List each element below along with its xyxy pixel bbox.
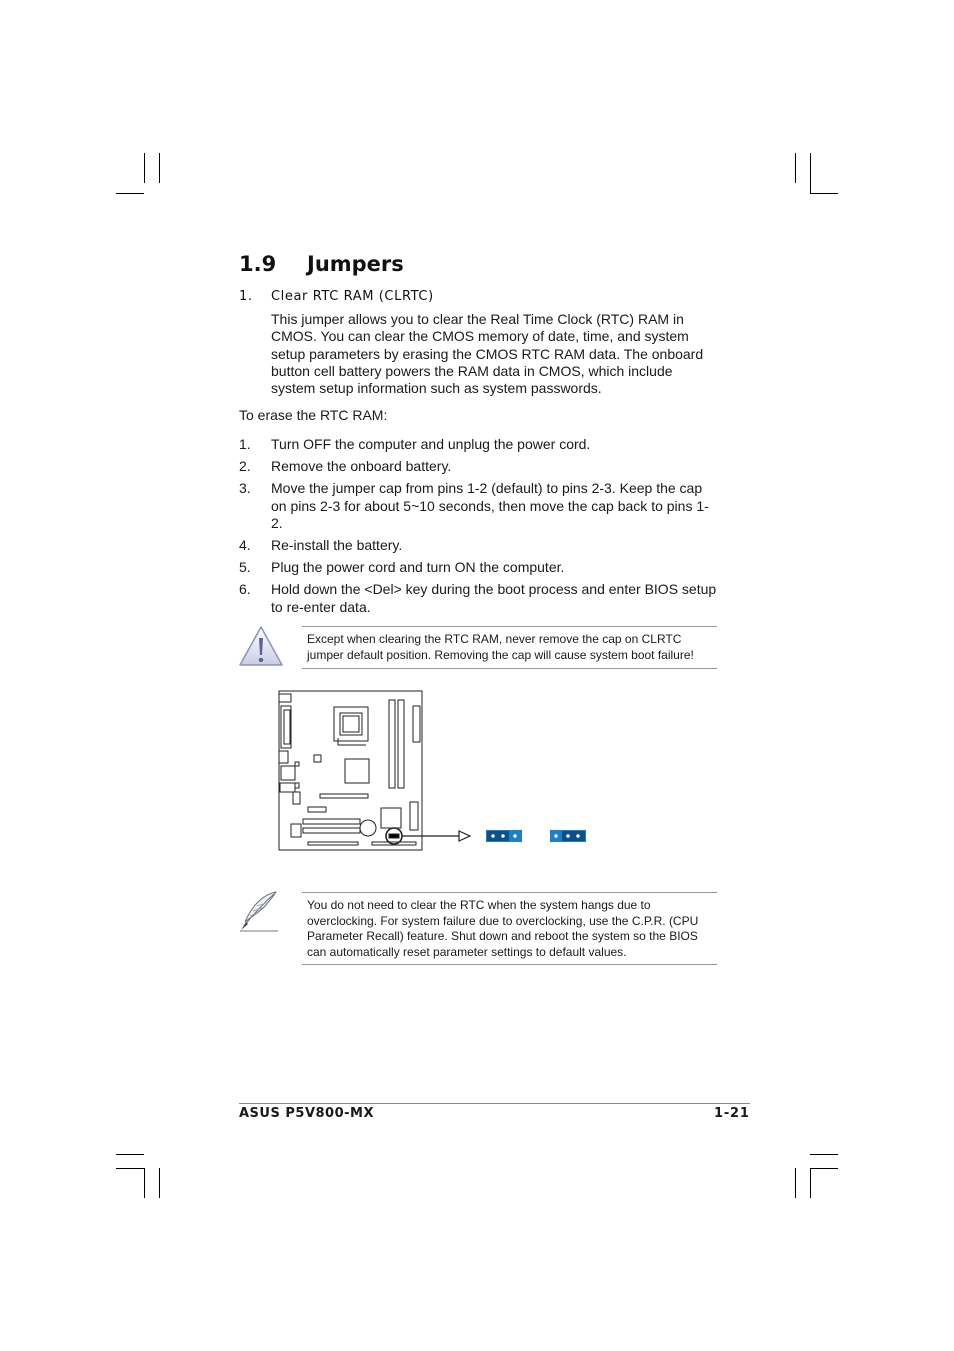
crop-mark	[144, 153, 145, 183]
crop-mark	[116, 1154, 144, 1155]
warning-triangle-icon	[238, 625, 284, 667]
crop-mark	[116, 193, 144, 194]
section-heading	[239, 252, 404, 276]
jumper-description: This jumper allows you to clear the Real Time Clock (RTC) RAM in CMOS. You can clear the CMOS memory of date, time, and system setup parameters by erasing the CMOS RTC RAM data. The onboard button cell battery powers the RAM data in CMOS, which include system setup information such as system passwords.	[271, 311, 704, 397]
crop-mark	[159, 1168, 160, 1198]
footer-product: ASUS P5V800-MX	[239, 1106, 374, 1121]
motherboard-layout-diagram	[276, 688, 596, 854]
warning-text: Except when clearing the RTC RAM, never remove the cap on CLRTC jumper default position. Removing the cap will cause system boot failure!	[307, 632, 694, 662]
clrtc-jumper-clear	[550, 830, 586, 842]
procedure-steps	[239, 436, 719, 621]
jumper-title: Clear RTC RAM (CLRTC)	[271, 289, 434, 304]
crop-mark	[810, 1168, 811, 1198]
crop-mark	[159, 153, 160, 183]
section-number: 1.9	[239, 252, 277, 276]
list-item: 1. Turn OFF the computer and unplug the power cord.	[239, 436, 591, 452]
feather-quill-icon	[238, 889, 280, 933]
jumper-number: 1.	[239, 289, 253, 304]
list-item: 6. Hold down the <Del> key during the boot process and enter BIOS setup to re-enter data.	[239, 581, 717, 615]
crop-mark	[116, 1168, 144, 1169]
crop-mark	[810, 193, 838, 194]
tip-note	[302, 892, 717, 965]
list-item: 3. Move the jumper cap from pins 1-2 (default) to pins 2-3. Keep the cap on pins 2-3 for about 5~10 seconds, then move the cap back to pins 1-2.	[239, 480, 709, 531]
clrtc-jumper-normal	[486, 830, 522, 842]
crop-mark	[810, 1168, 838, 1169]
crop-mark	[810, 153, 811, 193]
jumper-heading	[239, 289, 434, 304]
list-item: 4. Re-install the battery.	[239, 537, 403, 553]
crop-mark	[795, 153, 796, 183]
section-title: Jumpers	[307, 252, 404, 276]
procedure-intro: To erase the RTC RAM:	[239, 407, 388, 423]
crop-mark	[795, 1168, 796, 1198]
list-item: 5. Plug the power cord and turn ON the computer.	[239, 559, 565, 575]
footer-divider	[239, 1103, 750, 1104]
warning-note	[302, 626, 717, 669]
page-number: 1-21	[714, 1106, 750, 1121]
tip-text: You do not need to clear the RTC when the system hangs due to overclocking. For system failure due to overclocking, use the C.P.R. (CPU Parameter Recall) feature. Shut down and reboot the system so the BIOS can automatically reset parameter settings to default values.	[307, 898, 699, 959]
list-item: 2. Remove the onboard battery.	[239, 458, 452, 474]
crop-mark	[810, 1154, 838, 1155]
crop-mark	[144, 1168, 145, 1198]
